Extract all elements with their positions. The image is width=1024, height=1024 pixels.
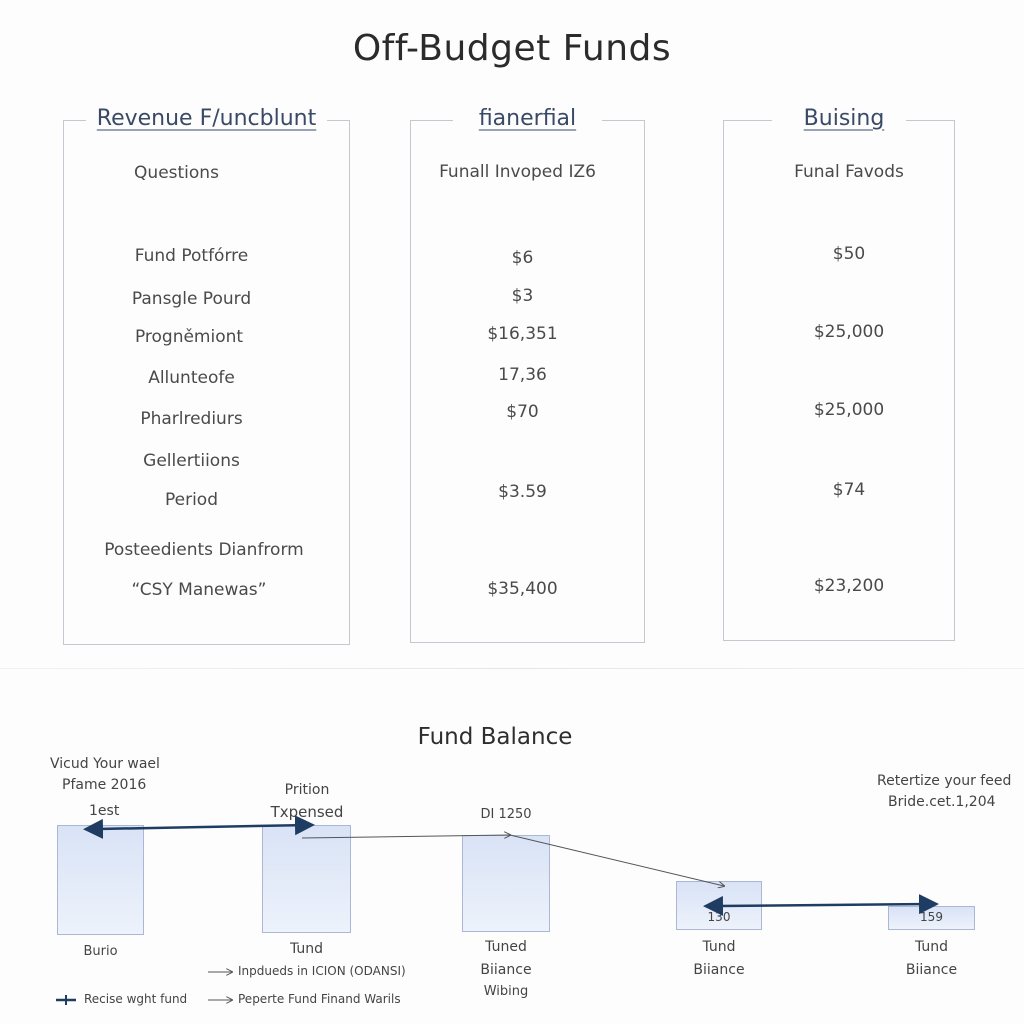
value-cell: $3 xyxy=(511,286,534,306)
note-right-line2: Bride.cet.1,204 xyxy=(888,794,996,810)
bar-bottom-label: Biiance xyxy=(905,962,958,978)
row-label: Allunteofe xyxy=(148,368,235,388)
bar-bottom-label: Biiance xyxy=(480,962,532,978)
legend-label: Peperte Fund Finand Warils xyxy=(238,992,401,1006)
value-cell: $16,351 xyxy=(487,324,558,344)
panel-header: fianerfial xyxy=(478,106,577,131)
value-cell: $74 xyxy=(832,480,866,500)
row-label: Pansgle Pourd xyxy=(131,289,252,309)
value-cell: $70 xyxy=(506,402,539,422)
panel-subheader: Funal Favods xyxy=(794,162,904,182)
bar-top-label: 1est xyxy=(89,803,120,819)
row-label: Fund Potfórre xyxy=(134,246,249,266)
fund-balance-title: Fund Balance xyxy=(417,724,573,750)
value-cell: $50 xyxy=(832,244,866,264)
thin-flow-arrow xyxy=(510,835,724,886)
panel-subheader: Funall Invoped IZ6 xyxy=(439,162,596,182)
thin-flow-arrow xyxy=(302,835,510,838)
row-label: Pharlrediurs xyxy=(140,409,243,429)
bar-top-label: DI 1250 xyxy=(480,807,532,822)
bar-top-label: 159 xyxy=(920,910,943,924)
legend-label: Recise wght fund xyxy=(84,992,188,1006)
bar-bottom-label: Tuned xyxy=(485,939,527,955)
value-cell: $23,200 xyxy=(813,576,885,596)
row-label: “CSY Manewas” xyxy=(131,580,267,600)
value-cell: $6 xyxy=(511,248,534,268)
bold-flow-arrow xyxy=(718,904,934,906)
bar-top-label: Txpensed xyxy=(270,803,344,821)
bar-top-label: 130 xyxy=(707,910,731,924)
panel-subheader: Questions xyxy=(134,163,219,183)
row-label: Posteedients Dianfrorm xyxy=(104,540,304,560)
panel-header: Buising xyxy=(803,106,885,131)
note-left-line2: Pfame 2016 xyxy=(62,777,147,793)
note-left-line1: Vicud Your wael xyxy=(50,756,160,772)
panel-header: Revenue F/uncblunt xyxy=(96,106,317,131)
value-cell: $35,400 xyxy=(487,579,558,599)
value-cell: 17,36 xyxy=(498,365,547,385)
bar-bottom-label: Tund xyxy=(702,939,736,955)
value-cell: $25,000 xyxy=(813,322,885,342)
bold-flow-arrow xyxy=(98,825,310,829)
legend-label: Inpdueds in ICION (ODANSI) xyxy=(238,964,406,978)
bar-bottom-label: Wibing xyxy=(483,984,529,999)
page-title: Off-Budget Funds xyxy=(352,28,672,69)
row-label: Progněmiont xyxy=(134,327,244,347)
row-label: Period xyxy=(164,490,218,510)
row-label: Gellertiions xyxy=(143,451,240,471)
value-cell: $3.59 xyxy=(498,482,547,502)
bar-bottom-label: Tund xyxy=(914,939,949,955)
bar-bottom-label: Biiance xyxy=(693,962,745,978)
value-cell: $25,000 xyxy=(813,400,885,420)
bar-bottom-label: Burio xyxy=(83,944,118,959)
note-right-line1: Retertize your feed xyxy=(877,773,1012,789)
bar-bottom-label: Tund xyxy=(289,941,324,957)
bar-top-label: Prition xyxy=(284,782,330,798)
